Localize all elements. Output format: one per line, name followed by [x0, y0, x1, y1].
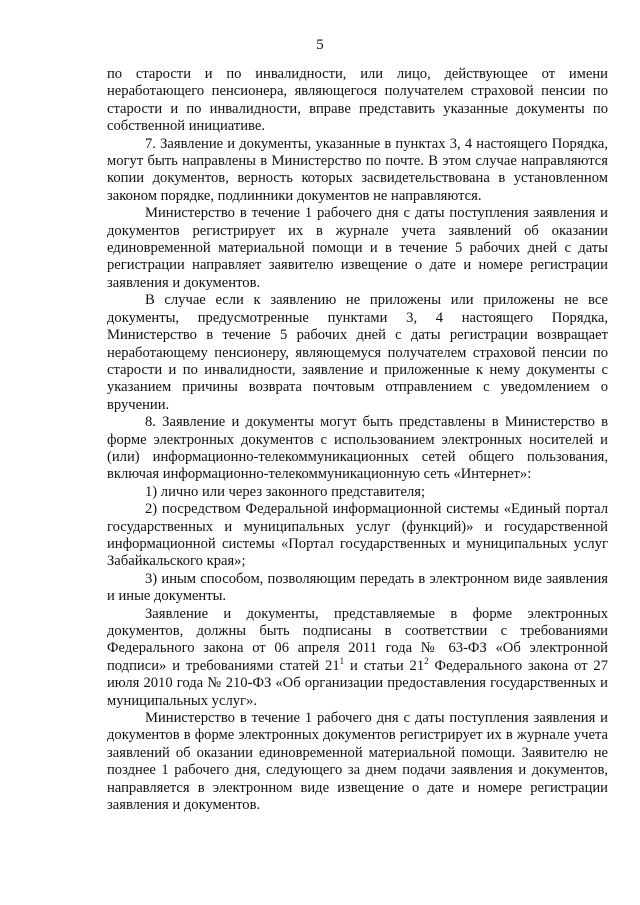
- list-item-1: 1) лично или через законного представителя;: [145, 483, 426, 500]
- paragraph-registration: Министерство в течение 1 рабочего дня с даты поступления заявления и документов регистрирует их в журнале учета заявлений об оказании единовременной материальной помощи и в течение 5 рабочих дней с даты регистрации направляет заявителю извещение о дате и номере регистрации заявления и документов.: [107, 205, 608, 291]
- signature-text-part-3: Федерального закона от 27 июля 2010 года № 210-ФЗ «Об организации предоставления государственных и муниципальных услуг».: [107, 657, 608, 709]
- paragraph-signature-requirements: [107, 606, 608, 710]
- list-item-2: 2) посредством Федеральной информационной системы «Единый портал государственных и муниципальных услуг (функций)» и государственной информационной системы «Портал государственных и муниципальных услуг Забайкальского края»;: [107, 501, 608, 570]
- paragraph-item-7: 7. Заявление и документы, указанные в пунктах 3, 4 настоящего Порядка, могут быть направлены в Министерство по почте. В этом случае направляются копии документов, верность которых засвидетельствована в установленном законом порядке, подлинники документов не направляются.: [107, 135, 608, 204]
- signature-text-part-1: Заявление и документы, представляемые в форме электронных документов, должны быть подписаны в соответствии с требованиями Федерального закона от 06 апреля 2011 года № 63-ФЗ «Об электронной подписи» и требованиями статей 21: [107, 605, 608, 674]
- superscript-2: 2: [424, 655, 429, 666]
- paragraph-return: В случае если к заявлению не приложены или приложены не все документы, предусмотренные пунктами 3, 4 настоящего Порядка, Министерство в течение 5 рабочих дней с даты регистрации возвращает неработающему пенсионеру, являющемуся получателем страховой пенсии по старости и по инвалидности, заявление и приложенные к нему документы с указанием причины возврата почтовым отправлением с уведомлением о вручении.: [107, 292, 608, 413]
- superscript-1: 1: [339, 655, 345, 666]
- paragraph-continuation: по старости и по инвалидности, или лицо, действующее от имени неработающего пенсионера, являющегося получателем страховой пенсии по старости и по инвалидности, вправе представить указанные документы по собственной инициативе.: [107, 66, 608, 135]
- paragraph-item-8: 8. Заявление и документы могут быть представлены в Министерство в форме электронных документов с использованием электронных носителей и (или) информационно-телекоммуникационных сетей общего пользования, включая информационно-телекоммуникационную сеть «Интернет»:: [107, 414, 608, 483]
- list-item-3: 3) иным способом, позволяющим передать в электронном виде заявления и иные документы.: [107, 570, 608, 605]
- paragraph-electronic-registration: Министерство в течение 1 рабочего дня с даты поступления заявления и документов в форме электронных документов регистрирует их в журнале учета заявлений об оказании единовременной материальной помощи. Заявителю не позднее 1 рабочего дня, следующего за днем подачи заявления и документов, направляется в электронном виде извещение о дате и номере регистрации заявления и документов.: [107, 710, 608, 814]
- document-body: [107, 66, 608, 814]
- signature-text-part-2: и статьи 21: [344, 657, 425, 674]
- page-number: 5: [316, 37, 324, 53]
